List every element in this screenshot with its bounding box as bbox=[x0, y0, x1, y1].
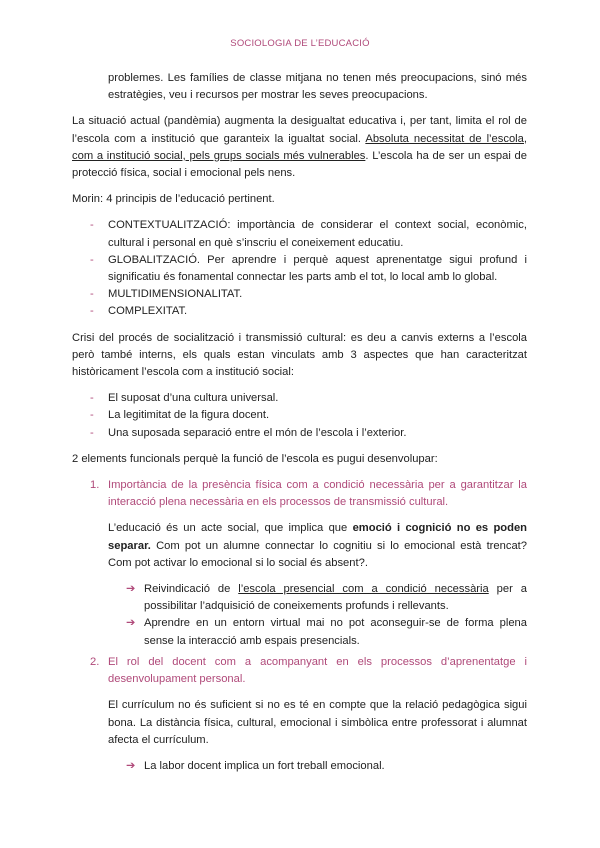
arrow-icon: ➔ bbox=[126, 759, 136, 772]
element-2 bbox=[72, 654, 527, 775]
dash-marker: - bbox=[90, 409, 94, 422]
bold-text: emoció i cognició no es poden separar. bbox=[108, 522, 528, 552]
list-item bbox=[72, 303, 527, 320]
element-1-paragraph bbox=[108, 520, 527, 572]
list-item bbox=[72, 252, 527, 286]
dash-marker: - bbox=[90, 392, 94, 405]
continued-paragraph: problemes. Les famílies de classe mitjana no tenen més preocupacions, sinó més estratègies, veu i recursos per mostrar les seves preocupacions. bbox=[108, 72, 527, 102]
morin-principles-list bbox=[72, 217, 527, 320]
list-item-text: Aprendre en un entorn virtual mai no pot aconseguir-se de forma plena sense la interacció amb espais presencials. bbox=[144, 617, 527, 647]
list-item bbox=[72, 758, 527, 775]
pandemic-paragraph bbox=[72, 113, 527, 182]
list-item-text: La legitimitat de la figura docent. bbox=[108, 409, 270, 422]
arrow-icon: ➔ bbox=[126, 583, 136, 596]
element-2-bullets bbox=[72, 758, 527, 775]
dash-marker: - bbox=[90, 426, 94, 439]
text-span: La situació actual (pandèmia) augmenta la desigualtat educativa i, per tant, limita el rol de l’escola com a institució que garanteix la igualtat social. bbox=[72, 115, 527, 145]
arrow-icon: ➔ bbox=[126, 617, 136, 630]
list-item bbox=[72, 425, 527, 442]
list-item bbox=[72, 407, 527, 424]
number-marker: 1. bbox=[90, 479, 100, 492]
list-item bbox=[72, 390, 527, 407]
text-span: Com pot un alumne connectar lo cognitiu si lo emocional està trencat? Com pot activar lo emocional si lo social és absent?. bbox=[108, 539, 527, 569]
dash-marker: - bbox=[90, 288, 94, 301]
element-2-paragraph: El currículum no és suficient si no es té en compte que la relació pedagògica sigui bona. La distància física, cultural, emocional i simbòlica entre professorat i alumnat afecta el currículum. bbox=[108, 699, 527, 746]
list-item-text: El suposat d’una cultura universal. bbox=[108, 392, 279, 405]
aspects-list bbox=[72, 390, 527, 442]
functional-elements-list bbox=[72, 477, 527, 775]
dash-marker: - bbox=[90, 219, 94, 232]
text-span: Reivindicació de bbox=[144, 583, 239, 596]
crisis-paragraph: Crisi del procés de socialització i transmissió cultural: es deu a canvis externs a l’escola però també interns, els quals estan vinculats amb 3 aspectes que han caracteritzat històricament l’escola com a institució social: bbox=[72, 331, 527, 379]
list-item bbox=[72, 286, 527, 303]
text-span: L’educació és un acte social, que implica que bbox=[108, 522, 353, 535]
number-marker: 2. bbox=[90, 655, 100, 668]
list-item bbox=[72, 615, 527, 649]
list-item-text: La labor docent implica un fort treball emocional. bbox=[144, 759, 385, 772]
document-body bbox=[72, 70, 527, 779]
list-item-text: Una suposada separació entre el món de l’escola i l’exterior. bbox=[108, 426, 407, 439]
underlined-text: Absoluta necessitat de l’escola, com a institució social, pels grups socials més vulnerables bbox=[72, 132, 527, 162]
underlined-text: l’escola presencial com a condició necessària bbox=[238, 583, 489, 596]
element-1-bullets bbox=[72, 581, 527, 650]
element-1-title: Importància de la presència física com a condició necessària per a garantitzar la interacció plena necessària en els processos de transmissió cultural. bbox=[108, 479, 527, 509]
list-item-text: COMPLEXITAT. bbox=[108, 305, 188, 318]
morin-heading: Morin: 4 principis de l’educació pertinent. bbox=[72, 193, 275, 206]
dash-marker: - bbox=[90, 253, 94, 266]
element-2-title: El rol del docent com a acompanyant en els processos d’aprenentatge i desenvolupament personal. bbox=[108, 655, 527, 686]
dash-marker: - bbox=[90, 305, 94, 318]
list-item bbox=[72, 581, 527, 615]
list-item-text: MULTIDIMENSIONALITAT. bbox=[108, 288, 243, 301]
elements-heading: 2 elements funcionals perquè la funció de l’escola es pugui desenvolupar: bbox=[72, 452, 438, 465]
element-1 bbox=[72, 477, 527, 650]
list-item bbox=[72, 217, 527, 251]
text-span: per a possibilitar l’adquisició de coneixements profunds i rellevants. bbox=[144, 583, 527, 613]
list-item-text: GLOBALITZACIÓ. Per aprendre i perquè aquest aprenentatge sigui profund i significatiu és fonamental connectar les parts amb el tot, lo local amb lo global. bbox=[108, 253, 527, 284]
page-header: SOCIOLOGIA DE L’EDUCACIÓ bbox=[230, 38, 370, 49]
text-span: . L’escola ha de ser un espai de protecció física, social i emocional pels nens. bbox=[72, 149, 528, 180]
list-item-text: CONTEXTUALITZACIÓ: importància de considerar el context social, econòmic, cultural i personal en què s’inscriu el coneixement educatiu. bbox=[108, 219, 527, 249]
